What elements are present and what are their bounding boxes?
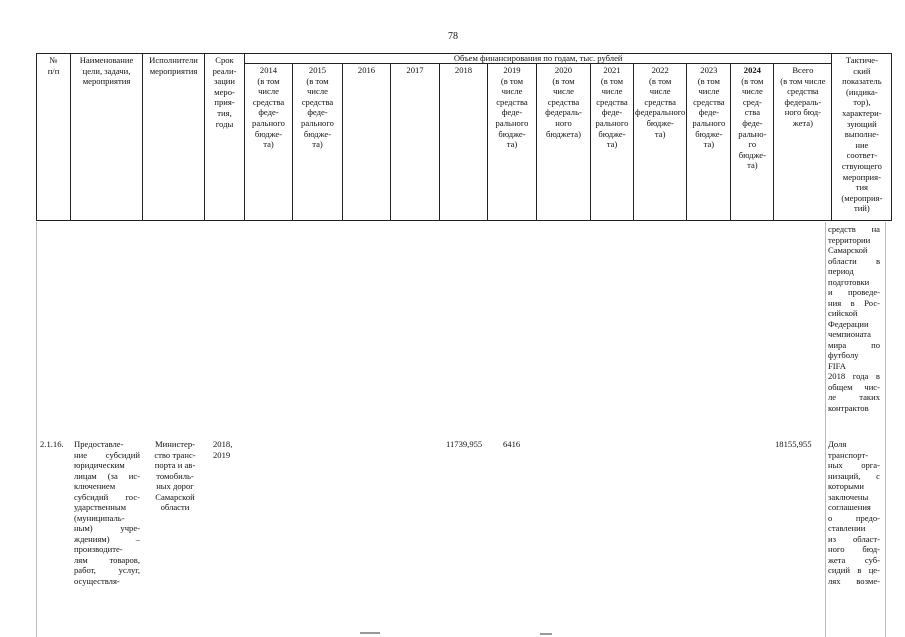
text-line: (мероприя- [841,192,883,203]
text-line: Тактиче- [845,55,878,65]
text-line: ние [855,139,869,150]
text-line: та) [606,139,618,150]
text-line: феде- [601,107,623,118]
year-label: 2024 [743,65,761,75]
text-line: работ, услуг, [74,565,140,575]
text-line: жета) [792,117,813,128]
year-label: 2017 [406,65,424,75]
text-line: порта и ав- [154,460,196,470]
text-line: средства [301,96,334,107]
text-line: числе [741,86,763,97]
text-line: которыми [828,481,864,491]
text-line: числе [501,86,523,97]
header-financing-group: Объем финансирования по годам, тыс. рублей [245,54,832,64]
text-line: сидий в це- [828,565,880,575]
header-col-year-2022 [634,64,687,221]
text-line: бюдже- [598,128,626,139]
header-col-name [71,54,143,221]
text-line: числе [698,86,720,97]
year-label: 2014 [259,65,278,75]
text-line: Самарской [828,245,868,255]
year-label: 2020 [554,65,573,75]
table-rule-indicator [825,222,826,637]
text-line: бюджета) [546,128,581,139]
text-line: (в том [649,75,672,86]
text-line: го [748,139,757,150]
text-line: средств на [828,224,880,234]
header-col-year-2024 [731,64,774,221]
year-label: 2021 [603,65,621,75]
year-label: 2015 [308,65,327,75]
header-col-executors [143,54,205,221]
text-line: реали- [212,65,237,76]
text-line: показатель [842,76,882,87]
text-line: ключением [74,481,116,491]
text-line: федерального [635,107,686,118]
row-value-total: 18155,955 [775,439,812,449]
row-executor [147,439,203,513]
year-label: 2016 [357,65,376,75]
text-line: ле таких [828,392,880,402]
text-line: феде- [258,107,279,118]
text-line: ство транс- [154,449,196,460]
text-line: та) [312,139,323,150]
text-line: ного бюд- [828,544,880,554]
text-line: Предоставле- [74,439,124,449]
text-line: числе [307,86,328,97]
text-line: мира по [828,339,880,350]
text-line: области [160,502,190,512]
text-line: числе [601,86,623,97]
text-line: (в том [552,75,575,86]
scan-artifact [540,633,552,635]
text-line: характери- [842,107,882,118]
text-line: мероприятия [149,65,198,76]
text-line: федераль- [784,96,822,107]
text-line: сийской [828,308,858,318]
text-line: 2018, [213,439,233,449]
text-line: и проведе- [828,287,880,297]
header-col-year-2014 [245,64,293,221]
text-line: FIFA [828,360,846,371]
text-line: о предо- [828,512,880,523]
text-line: та) [506,139,518,150]
table-rule-left [36,222,37,637]
text-line: ставлении [828,523,866,533]
header-col-year-2019 [488,64,537,221]
text-line: Всего [792,65,814,75]
text-line: тия, [217,107,232,118]
row-measure-name [74,439,140,586]
text-line: числе [258,86,279,97]
text-line: (в том [741,75,764,86]
year-label: 2023 [700,65,718,75]
text-line: Министер- [155,439,195,449]
text-line: ние субсидий [74,449,140,460]
text-line: бюдже- [646,117,674,128]
text-line: (в том [600,75,624,86]
row-term [213,439,232,460]
text-line: (в том [500,75,524,86]
text-line: 2019 [213,449,231,460]
text-line: тор), [853,97,871,108]
text-line: лям товаров, [74,554,140,565]
text-line: меро- [214,86,235,97]
text-line: прия- [214,97,235,108]
text-line: области в [828,255,880,266]
text-line: ного [555,117,572,128]
row-number: 2.1.16. [40,439,64,449]
text-line: футболу [828,350,859,360]
text-line: рально- [738,128,767,139]
year-label: 2018 [454,65,473,75]
text-line: жета суб- [828,554,880,565]
header-col-year-2015 [293,64,343,221]
text-line: территории [828,234,871,245]
text-line: лях возме- [828,575,880,586]
header-col-term [205,54,245,221]
text-line: средства [596,96,628,107]
text-line: числе [553,86,574,97]
text-line: бюдже- [695,128,723,139]
text-line: средства [693,96,725,107]
text-line: томобиль- [156,470,194,481]
text-line: феде- [698,107,720,118]
text-line: бюдже- [303,128,332,139]
text-line: ский [853,65,871,76]
text-line: юридическим [74,460,125,470]
text-line: ства [744,107,761,118]
text-line: средства [496,96,528,107]
text-line: Самарской [155,491,195,502]
row-value-2018: 11739,955 [446,439,483,449]
header-col-indicator [832,54,892,221]
text-line: рального [692,117,726,128]
text-line: соглашения [828,502,871,512]
text-line: ных орга- [828,460,880,470]
header-col-year-2018 [440,64,488,221]
text-line: осуществля- [74,575,120,586]
text-line: бюдже- [738,149,766,160]
text-line: рального [495,117,529,128]
text-line: ударственным [74,502,127,512]
text-line: (в том числе [780,75,826,86]
row-indicator [828,439,880,586]
text-line: общем чис- [828,381,880,392]
text-line: производите- [74,544,123,554]
text-line: (в том [257,75,280,86]
text-line: (индика- [845,86,878,97]
text-line: та) [263,139,274,150]
text-line: средства [252,96,285,107]
text-line: ным) учре- [74,523,140,533]
table-header [36,53,892,221]
text-line: та) [654,128,666,139]
text-line: феде- [501,107,523,118]
text-line: рального [252,117,285,128]
scan-artifact [360,632,380,634]
text-line: бюдже- [498,128,526,139]
text-line: зующий [846,118,877,129]
header-col-year-2023 [687,64,731,221]
text-line: п/п [47,65,60,76]
text-line: Наименование [79,55,134,65]
text-line: № [49,55,58,65]
text-line: рального [595,117,629,128]
text-line: Федерации [828,318,869,329]
text-line: числе [649,86,671,97]
text-line: ных дорог [156,481,194,491]
text-line: та) [703,139,715,150]
text-line: подготовки [828,276,870,287]
text-line: выполне- [844,129,879,140]
text-line: Срок [215,55,234,65]
text-line: бюдже- [254,128,283,139]
text-line: низаций, с [828,470,880,481]
table-rule-right [885,222,886,637]
header-col-total [774,64,832,221]
text-line: Доля [828,439,847,449]
text-line: субсидий гос- [74,491,140,502]
text-line: ния в Рос- [828,297,880,308]
text-line: (муниципаль- [74,512,125,523]
year-label: 2019 [503,65,521,75]
text-line: (в том [306,75,329,86]
text-line: ствующего [841,160,882,171]
text-line: из област- [828,533,880,544]
text-line: рального [301,117,334,128]
text-line: годы [215,118,234,129]
text-line: контрактов [828,402,869,413]
text-line: средства [644,96,676,107]
text-line: зации [213,76,235,87]
text-line: транспорт- [828,449,869,460]
text-line: сред- [742,96,762,107]
text-line: та) [747,160,758,171]
text-line: средства [547,96,580,107]
text-line: тий) [853,203,870,214]
text-line: мероприя- [842,171,881,182]
text-line: мероприятия [82,76,131,87]
header-col-year-2016 [343,64,391,221]
text-line: лицам (за ис- [74,470,140,481]
text-line: чемпионата [828,329,871,339]
page-number: 78 [448,31,458,42]
text-line: Исполнители [149,55,198,65]
text-line: заключены [828,491,869,502]
year-label: 2022 [651,65,669,75]
text-line: ного бюд- [784,107,821,118]
text-line: 2018 года в [828,371,880,381]
header-col-year-2020 [537,64,591,221]
text-line: средства [787,86,819,97]
header-col-year-2017 [391,64,440,221]
text-line: феде- [742,117,763,128]
text-line: феде- [307,107,328,118]
text-line: (в том [697,75,720,86]
indicator-continuation-text [828,224,880,413]
text-line: период [828,266,854,276]
text-line: федераль- [545,107,582,118]
header-col-number [37,54,71,221]
row-value-2019: 6416 [503,439,521,449]
text-line: цели, задачи, [82,65,131,76]
text-line: тия [855,182,869,193]
header-col-year-2021 [591,64,634,221]
text-line: соответ- [846,150,878,161]
text-line: ждениям) – [74,533,140,544]
